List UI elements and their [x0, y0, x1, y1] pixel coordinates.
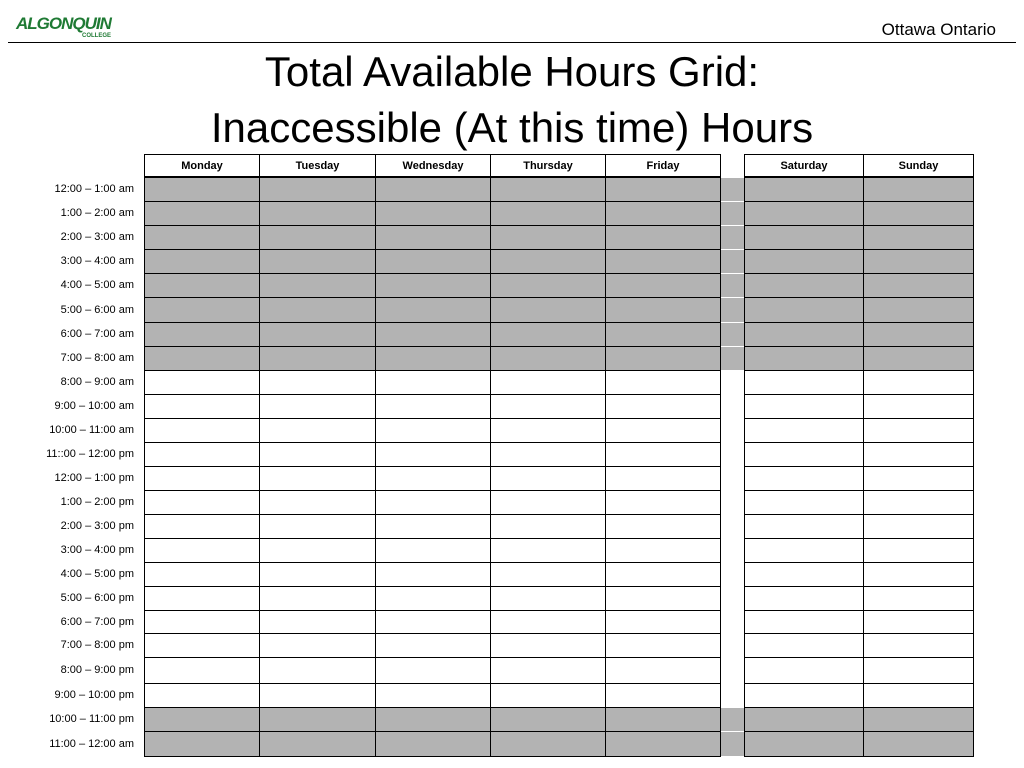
grid-cell-friday[interactable] — [605, 683, 721, 708]
grid-cell-wednesday[interactable] — [375, 683, 491, 708]
grid-cell-wednesday[interactable] — [375, 731, 491, 757]
grid-cell-monday[interactable] — [144, 490, 260, 515]
grid-cell-monday[interactable] — [144, 346, 260, 371]
grid-cell-monday[interactable] — [144, 442, 260, 467]
grid-cell-tuesday[interactable] — [259, 633, 376, 658]
grid-cell-saturday[interactable] — [744, 201, 864, 226]
grid-cell-sunday[interactable] — [863, 394, 974, 419]
grid-cell-sunday[interactable] — [863, 297, 974, 323]
grid-cell-sunday[interactable] — [863, 466, 974, 491]
grid-cell-tuesday[interactable] — [259, 322, 376, 347]
grid-cell-tuesday[interactable] — [259, 249, 376, 274]
grid-cell-tuesday[interactable] — [259, 394, 376, 419]
grid-cell-friday[interactable] — [605, 177, 721, 202]
grid-cell-wednesday[interactable] — [375, 514, 491, 539]
page-title-line-1: Total Available Hours Grid: — [264, 48, 760, 95]
grid-cell-tuesday[interactable] — [259, 610, 376, 634]
grid-cell-thursday[interactable] — [490, 707, 606, 732]
grid-cell-friday[interactable] — [605, 562, 721, 587]
grid-cell-saturday[interactable] — [744, 273, 864, 298]
grid-cell-sunday[interactable] — [863, 657, 974, 684]
grid-cell-sunday[interactable] — [863, 249, 974, 274]
grid-cell-saturday[interactable] — [744, 322, 864, 347]
grid-cell-sunday[interactable] — [863, 707, 974, 732]
grid-cell-sunday[interactable] — [863, 610, 974, 634]
grid-cell-sunday[interactable] — [863, 225, 974, 250]
grid-cell-friday[interactable] — [605, 490, 721, 515]
grid-cell-wednesday[interactable] — [375, 442, 491, 467]
grid-cell-saturday[interactable] — [744, 707, 864, 732]
column-header-friday: Friday — [605, 154, 721, 177]
grid-cell-thursday[interactable] — [490, 586, 606, 611]
grid-cell-saturday[interactable] — [744, 610, 864, 634]
grid-cell-friday[interactable] — [605, 225, 721, 250]
time-slot-label: 2:00 – 3:00 pm — [60, 520, 134, 532]
grid-cell-wednesday[interactable] — [375, 418, 491, 443]
grid-cell-saturday[interactable] — [744, 370, 864, 395]
grid-cell-monday[interactable] — [144, 683, 260, 708]
grid-cell-sunday[interactable] — [863, 370, 974, 395]
grid-cell-monday[interactable] — [144, 538, 260, 563]
grid-cell-friday[interactable] — [605, 249, 721, 274]
grid-cell-monday[interactable] — [144, 610, 260, 634]
grid-cell-tuesday[interactable] — [259, 586, 376, 611]
time-slot-label: 12:00 – 1:00 pm — [54, 472, 134, 484]
column-header-saturday: Saturday — [744, 154, 864, 177]
grid-cell-tuesday[interactable] — [259, 538, 376, 563]
column-header-monday: Monday — [144, 154, 260, 177]
logo-wordmark: ALGONQUIN — [16, 14, 111, 33]
time-slot-label: 6:00 – 7:00 pm — [60, 616, 134, 628]
grid-cell-saturday[interactable] — [744, 249, 864, 274]
grid-cell-tuesday[interactable] — [259, 201, 376, 226]
grid-cell-tuesday[interactable] — [259, 418, 376, 443]
gap-shade — [721, 177, 744, 202]
grid-cell-saturday[interactable] — [744, 633, 864, 658]
grid-cell-thursday[interactable] — [490, 273, 606, 298]
time-slot-label: 11:00 – 12:00 am — [49, 738, 134, 750]
time-slot-label: 12:00 – 1:00 am — [54, 183, 134, 195]
time-slot-label: 11::00 – 12:00 pm — [46, 448, 134, 460]
grid-cell-tuesday[interactable] — [259, 466, 376, 491]
gap-shade — [721, 201, 744, 226]
grid-cell-friday[interactable] — [605, 466, 721, 491]
grid-cell-thursday[interactable] — [490, 442, 606, 467]
grid-cell-tuesday[interactable] — [259, 370, 376, 395]
grid-cell-tuesday[interactable] — [259, 562, 376, 587]
grid-cell-thursday[interactable] — [490, 490, 606, 515]
grid-cell-sunday[interactable] — [863, 731, 974, 757]
grid-cell-wednesday[interactable] — [375, 297, 491, 323]
grid-cell-friday[interactable] — [605, 394, 721, 419]
grid-cell-wednesday[interactable] — [375, 346, 491, 371]
time-slot-label: 9:00 – 10:00 pm — [54, 689, 134, 701]
grid-cell-monday[interactable] — [144, 370, 260, 395]
gap-shade — [721, 249, 744, 274]
grid-cell-sunday[interactable] — [863, 562, 974, 587]
grid-cell-thursday[interactable] — [490, 514, 606, 539]
grid-cell-friday[interactable] — [605, 370, 721, 395]
logo-subtext: COLLEGE — [82, 33, 112, 39]
grid-cell-sunday[interactable] — [863, 346, 974, 371]
grid-cell-friday[interactable] — [605, 346, 721, 371]
gap-shade — [721, 273, 744, 298]
time-slot-label: 4:00 – 5:00 am — [60, 279, 134, 291]
grid-cell-saturday[interactable] — [744, 466, 864, 491]
grid-cell-wednesday[interactable] — [375, 466, 491, 491]
grid-cell-monday[interactable] — [144, 633, 260, 658]
grid-cell-thursday[interactable] — [490, 297, 606, 323]
grid-cell-thursday[interactable] — [490, 201, 606, 226]
grid-cell-monday[interactable] — [144, 514, 260, 539]
grid-cell-thursday[interactable] — [490, 346, 606, 371]
time-slot-label: 3:00 – 4:00 pm — [60, 544, 134, 556]
grid-cell-wednesday[interactable] — [375, 273, 491, 298]
grid-cell-saturday[interactable] — [744, 225, 864, 250]
grid-cell-wednesday[interactable] — [375, 322, 491, 347]
grid-cell-friday[interactable] — [605, 657, 721, 684]
grid-cell-wednesday[interactable] — [375, 394, 491, 419]
grid-cell-sunday[interactable] — [863, 633, 974, 658]
time-slot-label: 6:00 – 7:00 am — [60, 328, 134, 340]
location-label: Ottawa Ontario — [881, 20, 996, 39]
grid-cell-thursday[interactable] — [490, 657, 606, 684]
grid-cell-friday[interactable] — [605, 707, 721, 732]
page-title-line-2: Inaccessible (At this time) Hours — [210, 104, 814, 151]
grid-cell-tuesday[interactable] — [259, 225, 376, 250]
gap-shade — [721, 346, 744, 371]
gap-shade — [721, 225, 744, 250]
grid-cell-friday[interactable] — [605, 731, 721, 757]
grid-cell-tuesday[interactable] — [259, 273, 376, 298]
grid-cell-wednesday[interactable] — [375, 633, 491, 658]
grid-cell-friday[interactable] — [605, 418, 721, 443]
time-slot-label: 10:00 – 11:00 pm — [49, 713, 134, 725]
grid-cell-monday[interactable] — [144, 466, 260, 491]
grid-cell-wednesday[interactable] — [375, 538, 491, 563]
grid-cell-saturday[interactable] — [744, 418, 864, 443]
grid-cell-friday[interactable] — [605, 610, 721, 634]
grid-cell-monday[interactable] — [144, 657, 260, 684]
grid-cell-thursday[interactable] — [490, 177, 606, 202]
grid-cell-tuesday[interactable] — [259, 442, 376, 467]
grid-cell-friday[interactable] — [605, 442, 721, 467]
grid-cell-saturday[interactable] — [744, 442, 864, 467]
grid-cell-tuesday[interactable] — [259, 731, 376, 757]
grid-cell-saturday[interactable] — [744, 683, 864, 708]
gap-shade — [721, 322, 744, 347]
grid-cell-sunday[interactable] — [863, 683, 974, 708]
grid-cell-tuesday[interactable] — [259, 683, 376, 708]
column-header-sunday: Sunday — [863, 154, 974, 177]
time-slot-label: 9:00 – 10:00 am — [54, 400, 134, 412]
grid-cell-monday[interactable] — [144, 249, 260, 274]
time-slot-label: 8:00 – 9:00 pm — [60, 664, 134, 676]
grid-cell-sunday[interactable] — [863, 418, 974, 443]
time-slot-label: 8:00 – 9:00 am — [60, 376, 134, 388]
grid-cell-saturday[interactable] — [744, 657, 864, 684]
grid-cell-thursday[interactable] — [490, 610, 606, 634]
grid-cell-friday[interactable] — [605, 322, 721, 347]
time-slot-label: 7:00 – 8:00 pm — [60, 639, 134, 651]
grid-cell-thursday[interactable] — [490, 683, 606, 708]
grid-cell-monday[interactable] — [144, 177, 260, 202]
gap-shade — [721, 297, 744, 323]
grid-cell-thursday[interactable] — [490, 538, 606, 563]
grid-cell-friday[interactable] — [605, 586, 721, 611]
grid-cell-wednesday[interactable] — [375, 610, 491, 634]
grid-cell-wednesday[interactable] — [375, 201, 491, 226]
grid-cell-saturday[interactable] — [744, 731, 864, 757]
grid-cell-saturday[interactable] — [744, 538, 864, 563]
grid-cell-thursday[interactable] — [490, 562, 606, 587]
grid-cell-tuesday[interactable] — [259, 657, 376, 684]
grid-cell-friday[interactable] — [605, 297, 721, 323]
grid-cell-wednesday[interactable] — [375, 562, 491, 587]
grid-cell-sunday[interactable] — [863, 490, 974, 515]
time-slot-label: 1:00 – 2:00 pm — [60, 496, 134, 508]
grid-cell-sunday[interactable] — [863, 442, 974, 467]
grid-cell-sunday[interactable] — [863, 201, 974, 226]
grid-cell-monday[interactable] — [144, 707, 260, 732]
grid-cell-saturday[interactable] — [744, 297, 864, 323]
grid-cell-wednesday[interactable] — [375, 657, 491, 684]
grid-cell-thursday[interactable] — [490, 466, 606, 491]
grid-cell-friday[interactable] — [605, 633, 721, 658]
grid-cell-monday[interactable] — [144, 562, 260, 587]
grid-cell-wednesday[interactable] — [375, 177, 491, 202]
grid-cell-saturday[interactable] — [744, 177, 864, 202]
gap-shade — [721, 707, 744, 732]
grid-cell-thursday[interactable] — [490, 249, 606, 274]
grid-cell-monday[interactable] — [144, 731, 260, 757]
grid-cell-wednesday[interactable] — [375, 225, 491, 250]
grid-cell-monday[interactable] — [144, 201, 260, 226]
grid-cell-saturday[interactable] — [744, 346, 864, 371]
time-slot-label: 7:00 – 8:00 am — [60, 352, 134, 364]
grid-cell-saturday[interactable] — [744, 394, 864, 419]
grid-cell-monday[interactable] — [144, 322, 260, 347]
grid-cell-thursday[interactable] — [490, 633, 606, 658]
grid-cell-thursday[interactable] — [490, 225, 606, 250]
grid-cell-tuesday[interactable] — [259, 707, 376, 732]
column-header-tuesday: Tuesday — [259, 154, 376, 177]
grid-cell-wednesday[interactable] — [375, 370, 491, 395]
grid-cell-tuesday[interactable] — [259, 177, 376, 202]
grid-cell-thursday[interactable] — [490, 370, 606, 395]
column-header-wednesday: Wednesday — [375, 154, 491, 177]
grid-cell-monday[interactable] — [144, 297, 260, 323]
grid-cell-monday[interactable] — [144, 394, 260, 419]
grid-cell-sunday[interactable] — [863, 273, 974, 298]
time-slot-label: 3:00 – 4:00 am — [60, 255, 134, 267]
grid-cell-sunday[interactable] — [863, 586, 974, 611]
grid-cell-monday[interactable] — [144, 586, 260, 611]
grid-cell-wednesday[interactable] — [375, 490, 491, 515]
grid-cell-thursday[interactable] — [490, 418, 606, 443]
grid-cell-wednesday[interactable] — [375, 249, 491, 274]
grid-cell-friday[interactable] — [605, 273, 721, 298]
grid-cell-tuesday[interactable] — [259, 490, 376, 515]
grid-cell-friday[interactable] — [605, 538, 721, 563]
grid-cell-tuesday[interactable] — [259, 346, 376, 371]
grid-cell-saturday[interactable] — [744, 562, 864, 587]
grid-cell-wednesday[interactable] — [375, 707, 491, 732]
grid-cell-sunday[interactable] — [863, 514, 974, 539]
grid-cell-monday[interactable] — [144, 418, 260, 443]
grid-cell-wednesday[interactable] — [375, 586, 491, 611]
time-slot-label: 5:00 – 6:00 pm — [60, 592, 134, 604]
grid-cell-saturday[interactable] — [744, 490, 864, 515]
grid-cell-friday[interactable] — [605, 201, 721, 226]
time-slot-label: 10:00 – 11:00 am — [49, 424, 134, 436]
grid-cell-tuesday[interactable] — [259, 297, 376, 323]
grid-cell-sunday[interactable] — [863, 538, 974, 563]
grid-cell-saturday[interactable] — [744, 514, 864, 539]
time-slot-label: 4:00 – 5:00 pm — [60, 568, 134, 580]
grid-cell-friday[interactable] — [605, 514, 721, 539]
grid-cell-thursday[interactable] — [490, 731, 606, 757]
time-slot-label: 5:00 – 6:00 am — [60, 304, 134, 316]
grid-cell-monday[interactable] — [144, 273, 260, 298]
grid-cell-saturday[interactable] — [744, 586, 864, 611]
grid-cell-thursday[interactable] — [490, 394, 606, 419]
gap-shade — [721, 731, 744, 757]
grid-cell-sunday[interactable] — [863, 177, 974, 202]
column-header-thursday: Thursday — [490, 154, 606, 177]
time-slot-label: 1:00 – 2:00 am — [60, 207, 134, 219]
grid-cell-monday[interactable] — [144, 225, 260, 250]
grid-cell-sunday[interactable] — [863, 322, 974, 347]
grid-cell-thursday[interactable] — [490, 322, 606, 347]
grid-cell-tuesday[interactable] — [259, 514, 376, 539]
time-slot-label: 2:00 – 3:00 am — [60, 231, 134, 243]
